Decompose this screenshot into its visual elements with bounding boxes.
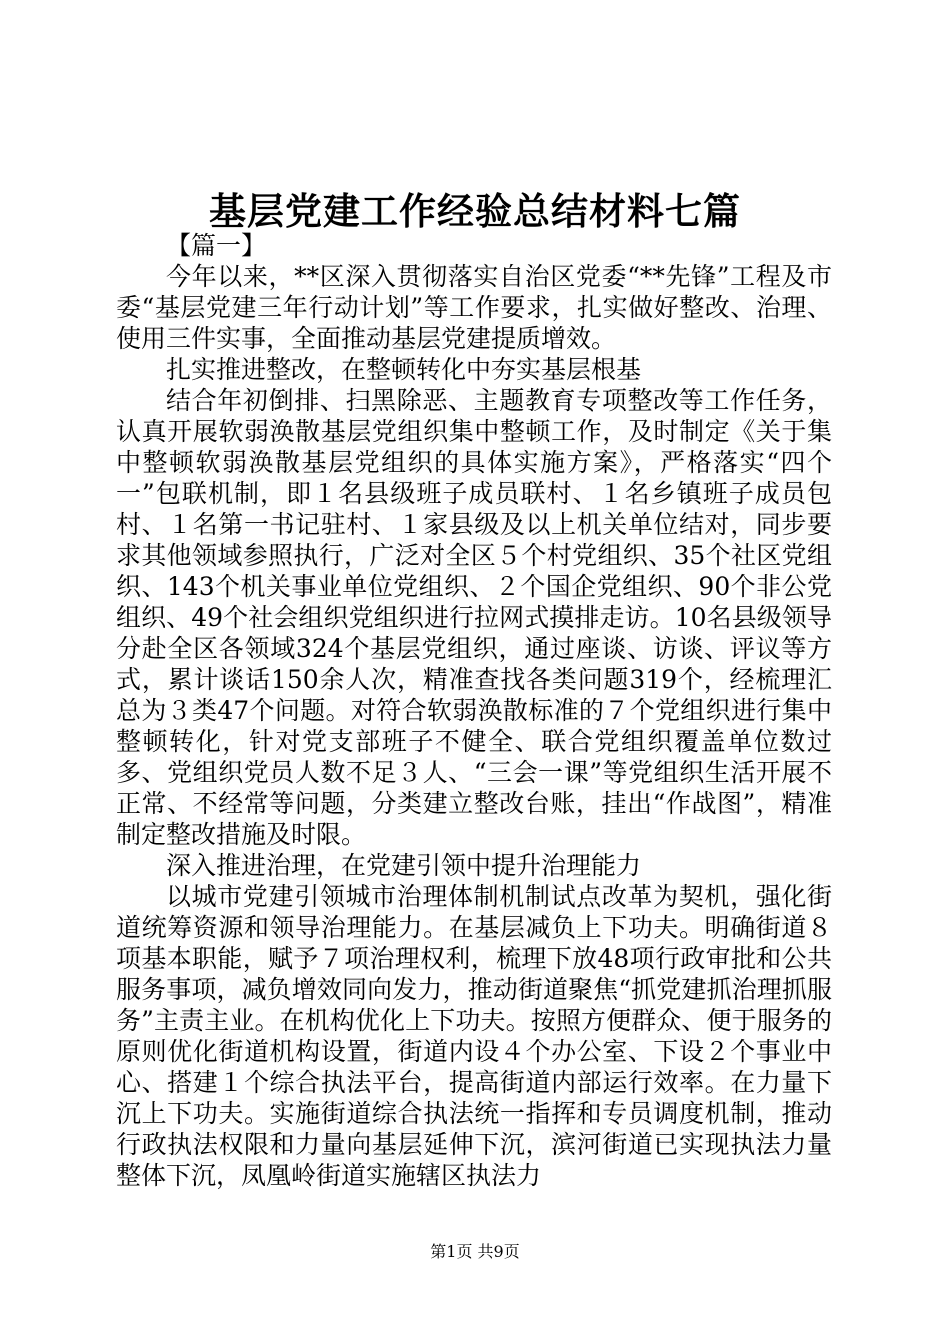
body-paragraph: 今年以来，**区深入贯彻落实自治区党委“**先锋”工程及市委“基层党建三年行动计划”等工作要求，扎实做好整改、治理、使用三件实事，全面推动基层党建提质增效。	[116, 262, 832, 353]
page-footer: 第1页 共9页	[430, 1242, 520, 1261]
body-paragraph: 以城市党建引领城市治理体制机制试点改革为契机，强化街道统筹资源和领导治理能力。在基层减负上下功夫。明确街道８项基本职能，赋予７项治理权利，梳理下放48项行政审批和公共服务事项，减负增效同向发力，推动街道聚焦“抓党建抓治理抓服务”主责主业。在机构优化上下功夫。按照方便群众、便于服务的原则优化街道机构设置，街道内设４个办公室、下设２个事业中心、搭建１个综合执法平台，提高街道内部运行效率。在力量下沉上下功夫。实施街道综合执法统一指挥和专员调度机制，推动行政执法权限和力量向基层延伸下沉，滨河街道已实现执法力量整体下沉，凤凰岭街道实施辖区执法力	[116, 882, 832, 1190]
document-title: 基层党建工作经验总结材料七篇	[209, 189, 741, 233]
body-paragraph: 结合年初倒排、扫黑除恶、主题教育专项整改等工作任务，认真开展软弱涣散基层党组织集中整顿工作，及时制定《关于集中整顿软弱涣散基层党组织的具体实施方案》，严格落实“四个一”包联机制，即１名县级班子成员联村、１名乡镇班子成员包村、１名第一书记驻村、１家县级及以上机关单位结对，同步要求其他领域参照执行，广泛对全区５个村党组织、35个社区党组织、143个机关事业单位党组织、２个国企党组织、90个非公党组织、49个社会组织党组织进行拉网式摸排走访。10名县级领导分赴全区各领域324个基层党组织，通过座谈、访谈、评议等方式，累计谈话150余人次，精准查找各类问题319个，经梳理汇总为３类47个问题。对符合软弱涣散标准的７个党组织进行集中整顿转化，针对党支部班子不健全、联合党组织覆盖单位数过多、党组织党员人数不足３人、“三会一课”等党组织生活开展不正常、不经常等问题，分类建立整改台账，挂出“作战图”，精准制定整改措施及时限。	[116, 386, 832, 849]
section-heading: 【篇一】	[166, 231, 267, 260]
subheading: 深入推进治理，在党建引领中提升治理能力	[166, 851, 642, 880]
subheading: 扎实推进整改，在整顿转化中夯实基层根基	[166, 355, 642, 384]
document-body	[116, 230, 832, 1191]
